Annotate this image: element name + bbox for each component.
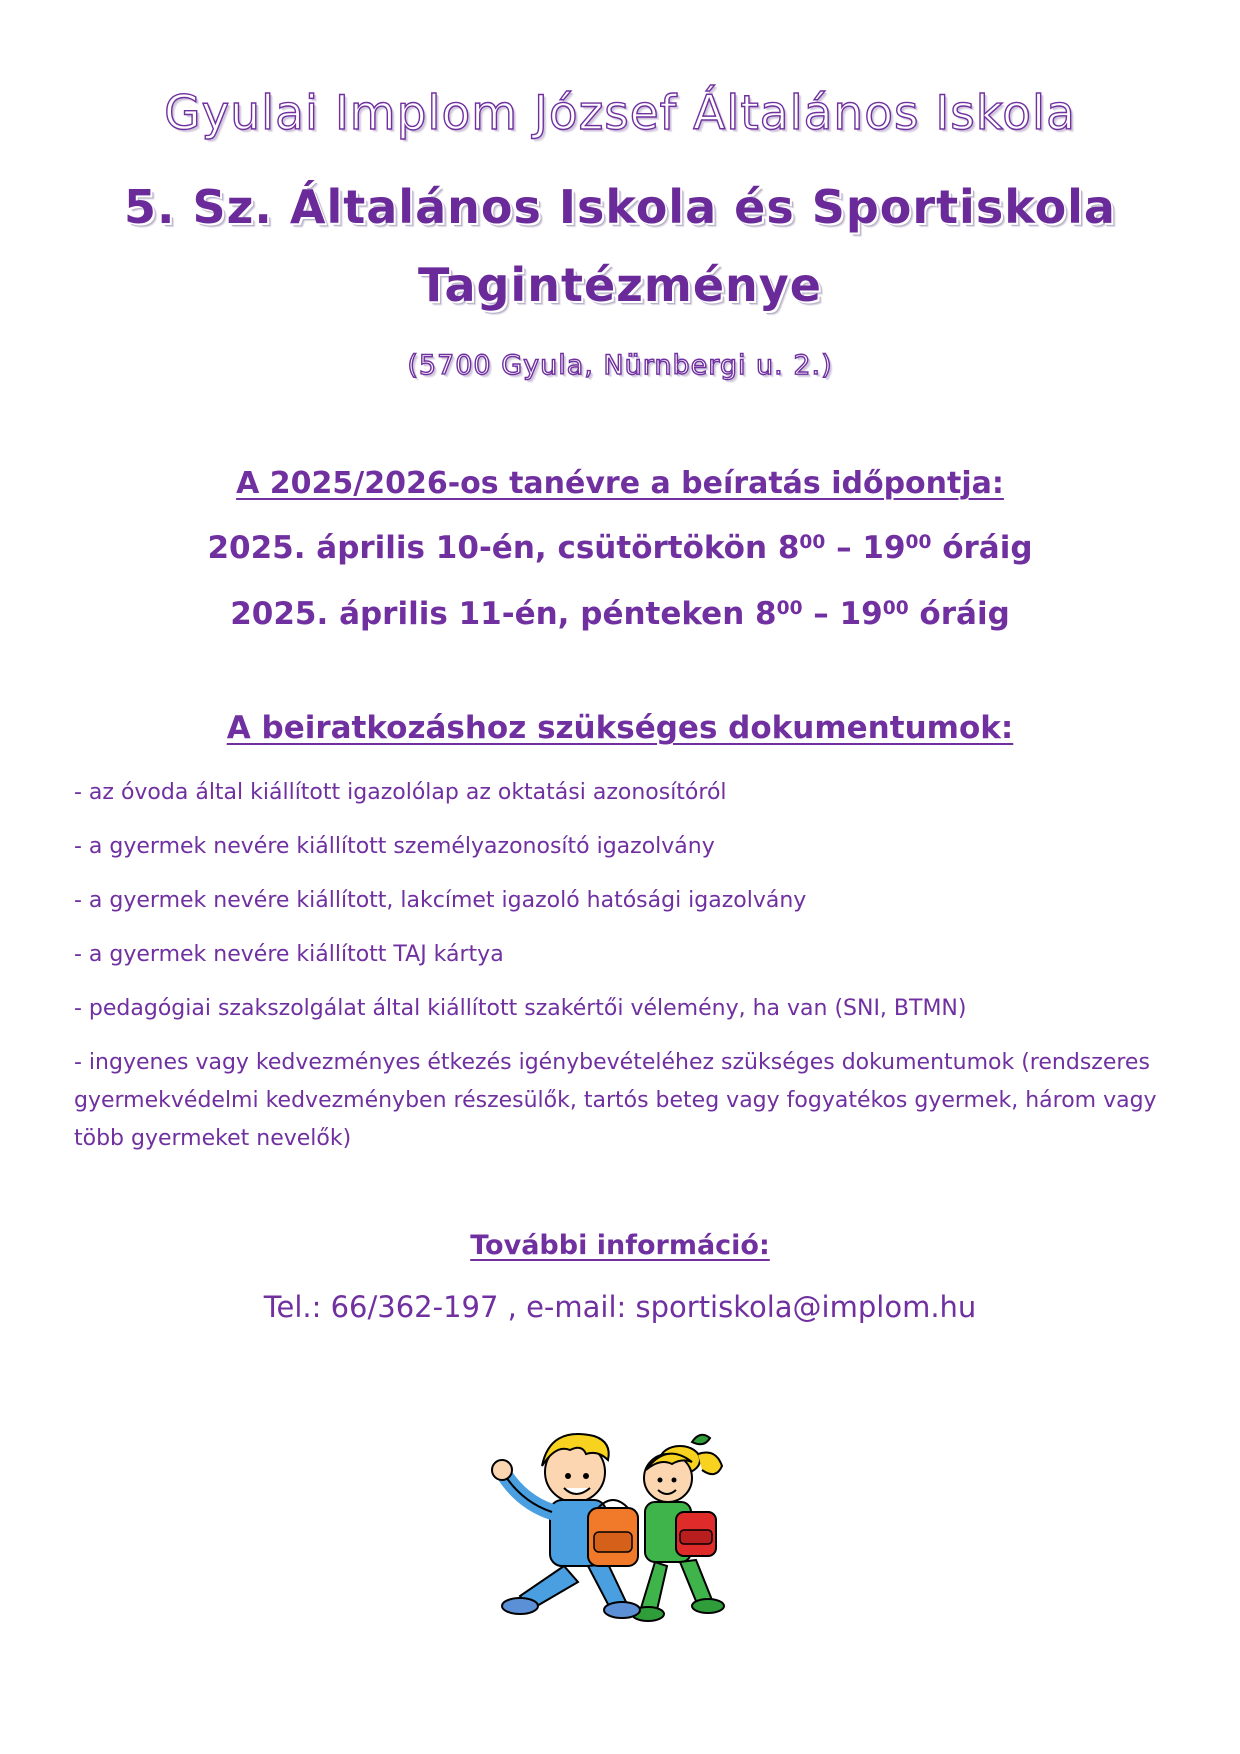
date-text: óráig (931, 530, 1033, 566)
list-item: - pedagógiai szakszolgálat által kiállított szakértői vélemény, ha van (SNI, BTMN) (74, 996, 967, 1021)
documents-list (74, 774, 1184, 1174)
date-text: 2025. április 10-én, csütörtökön 8 (207, 530, 800, 566)
girl-figure (632, 1435, 724, 1621)
documents-heading: A beiratkozáshoz szükséges dokumentumok: (226, 710, 1014, 746)
date-text: óráig (908, 596, 1010, 632)
list-item: - a gyermek nevére kiállított TAJ kártya (74, 942, 504, 967)
date-text: 2025. április 11-én, pénteken 8 (230, 596, 777, 632)
school-address: (5700 Gyula, Nürnbergi u. 2.) (407, 350, 833, 381)
date-text: – 19 (825, 530, 906, 566)
school-name: Gyulai Implom József Általános Iskola (164, 86, 1076, 141)
time-superscript: 00 (799, 531, 826, 553)
contact-line: Tel.: 66/362-197 , e-mail: sportiskola@implom.hu (263, 1290, 977, 1324)
list-item: - ingyenes vagy kedvezményes étkezés igénybevételéhez szükséges dokumentumok (rendszeres gyermekvédelmi kedvezményben részesülők, tartós beteg vagy fogyatékos gyermek, három vagy több gyermeket nevelők) (74, 1050, 1157, 1151)
enrollment-date-2 (0, 596, 1240, 632)
boy-figure (492, 1434, 640, 1618)
subtitle-line-2: Tagintézménye (418, 258, 822, 312)
time-superscript: 00 (905, 531, 932, 553)
list-item: - az óvoda által kiállított igazolólap az oktatási azonosítóról (74, 780, 727, 805)
time-superscript: 00 (776, 597, 803, 619)
time-superscript: 00 (882, 597, 909, 619)
enrollment-heading: A 2025/2026-os tanévre a beíratás időpontja: (236, 466, 1004, 501)
info-heading: További információ: (470, 1230, 770, 1261)
subtitle-line-1: 5. Sz. Általános Iskola és Sportiskola (124, 180, 1116, 234)
list-item: - a gyermek nevére kiállított személyazonosító igazolvány (74, 834, 715, 859)
children-with-backpacks-illustration (480, 1420, 760, 1630)
date-text: – 19 (802, 596, 883, 632)
list-item: - a gyermek nevére kiállított, lakcímet igazoló hatósági igazolvány (74, 888, 807, 913)
enrollment-date-1 (0, 530, 1240, 566)
